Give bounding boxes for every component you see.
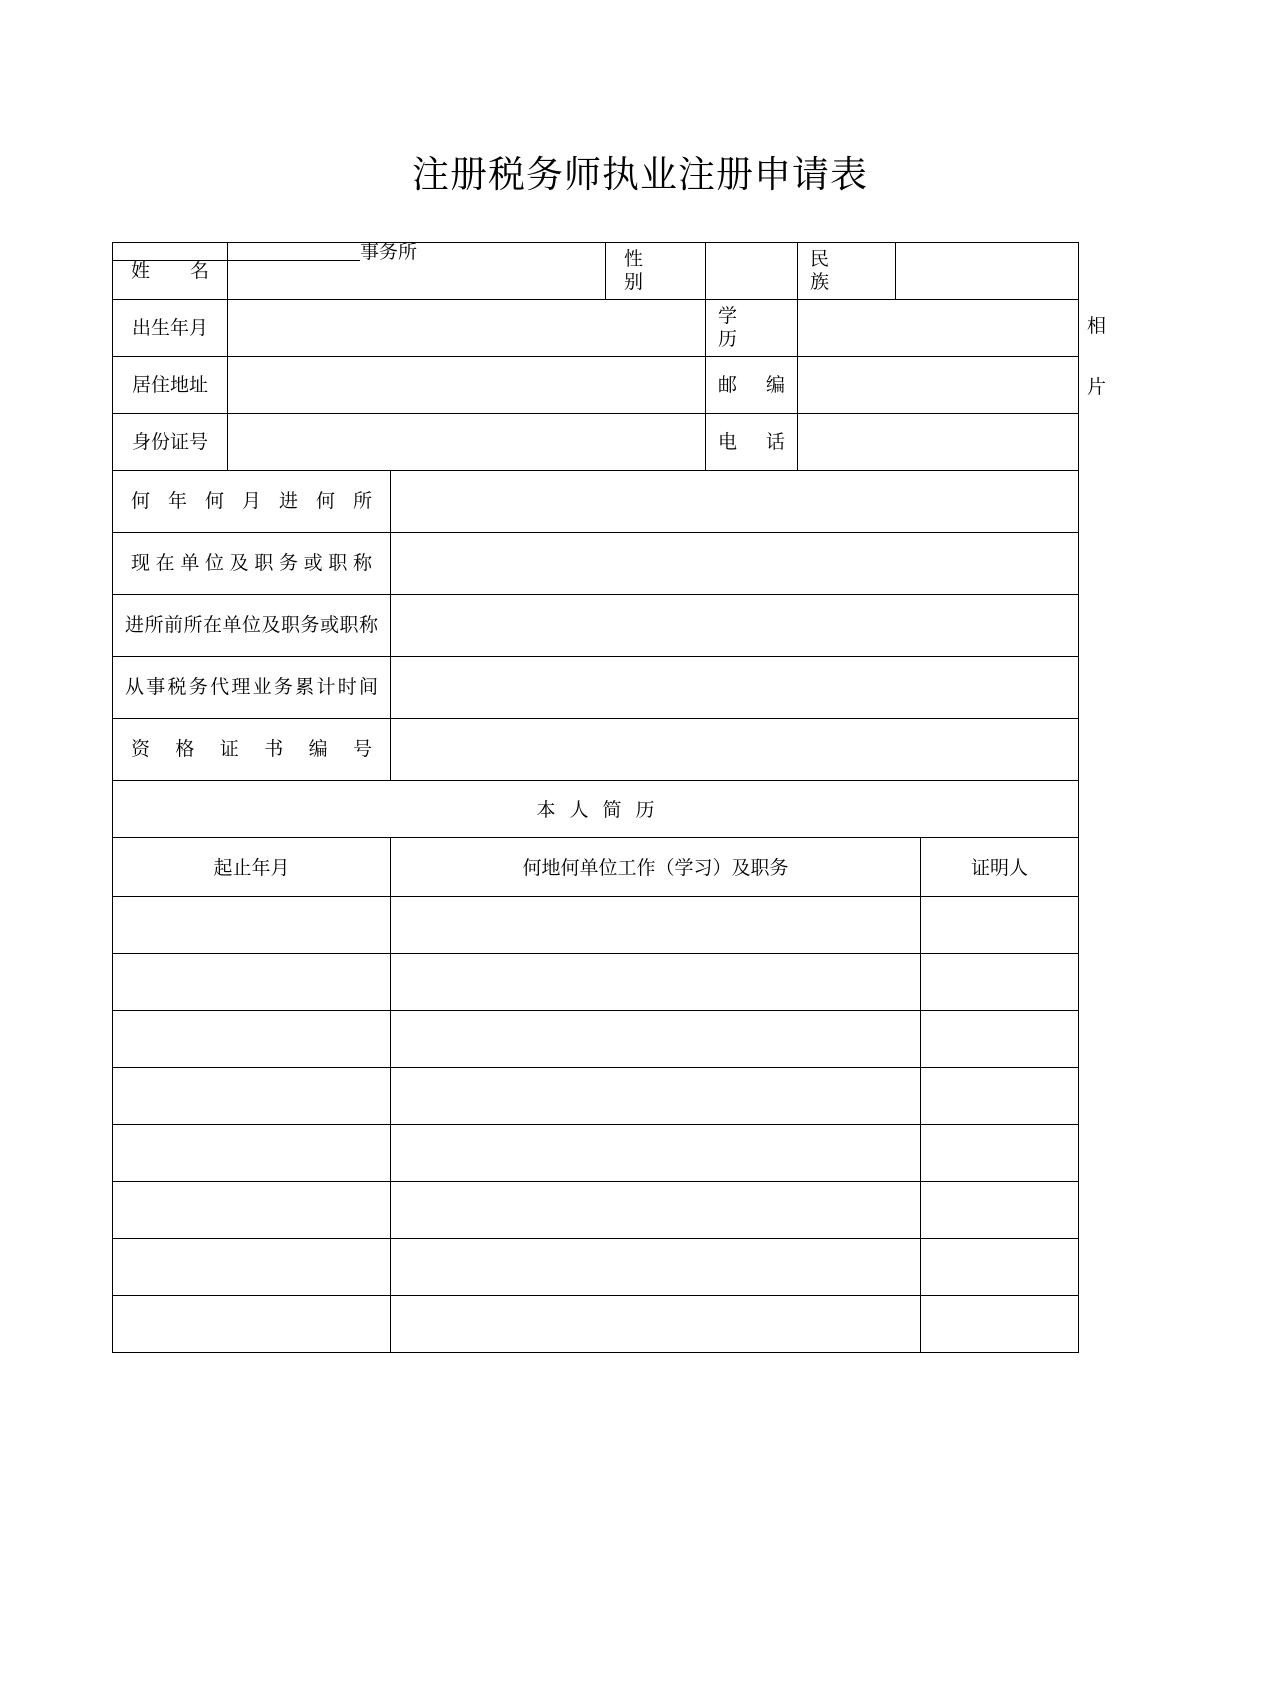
label-id-number xyxy=(113,414,228,471)
resume-cell-period[interactable] xyxy=(113,1238,391,1295)
resume-cell-period[interactable] xyxy=(113,1010,391,1067)
label-previous-position xyxy=(113,594,391,656)
resume-cell-witness[interactable] xyxy=(921,953,1079,1010)
field-gender[interactable] xyxy=(706,243,798,300)
resume-cell-witness[interactable] xyxy=(921,1238,1079,1295)
resume-section-header-row xyxy=(113,780,1079,837)
label-experience-duration-text: 从事税务代理业务累计时间 xyxy=(125,675,378,698)
resume-cell-period[interactable] xyxy=(113,1067,391,1124)
table-row xyxy=(113,357,1079,414)
label-id-number-text: 身份证号 xyxy=(131,430,208,453)
label-phone-text: 电 话 xyxy=(718,430,785,453)
label-postcode xyxy=(706,357,798,414)
resume-cell-period[interactable] xyxy=(113,953,391,1010)
label-previous-position-text: 进所前所在单位及职务或职称 xyxy=(125,613,378,636)
field-birth-date[interactable] xyxy=(228,300,706,357)
label-phone xyxy=(706,414,798,471)
label-join-date xyxy=(113,470,391,532)
table-row xyxy=(113,1124,1079,1181)
field-ethnicity[interactable] xyxy=(896,243,1079,300)
label-certificate-number xyxy=(113,718,391,780)
resume-cell-witness[interactable] xyxy=(921,1010,1079,1067)
table-row xyxy=(113,656,1079,718)
label-education-text: 学 历 xyxy=(718,305,776,351)
label-birth-date-text: 出生年月 xyxy=(131,316,208,339)
resume-cell-work[interactable] xyxy=(391,953,921,1010)
table-row xyxy=(113,532,1079,594)
page-title: 注册税务师执业注册申请表 xyxy=(412,153,868,196)
resume-col-work: 何地何单位工作（学习）及职务 xyxy=(391,837,921,896)
field-current-position[interactable] xyxy=(391,532,1079,594)
table-row xyxy=(113,718,1079,780)
field-education[interactable] xyxy=(798,300,1079,357)
firm-suffix-label: 事务所 xyxy=(360,241,418,264)
resume-cell-work[interactable] xyxy=(391,1124,921,1181)
resume-cell-work[interactable] xyxy=(391,1295,921,1352)
resume-cell-witness[interactable] xyxy=(921,1181,1079,1238)
resume-cell-period[interactable] xyxy=(113,896,391,953)
resume-section-title: 本人简历 xyxy=(113,780,1079,837)
resume-cell-period[interactable] xyxy=(113,1181,391,1238)
resume-column-header-row xyxy=(113,837,1079,896)
resume-cell-witness[interactable] xyxy=(921,896,1079,953)
resume-cell-witness[interactable] xyxy=(921,1295,1079,1352)
resume-cell-work[interactable] xyxy=(391,1181,921,1238)
label-gender xyxy=(606,243,706,300)
table-row: 姓 名 性 别 民 族 相 片 xyxy=(113,243,1079,300)
table-row xyxy=(113,1067,1079,1124)
resume-col-witness: 证明人 xyxy=(921,837,1079,896)
resume-cell-witness[interactable] xyxy=(921,1124,1079,1181)
label-name-text: 姓 名 xyxy=(131,259,209,282)
field-address[interactable] xyxy=(228,357,706,414)
label-current-position-text: 现在单位及职务或职称 xyxy=(131,551,372,574)
table-row xyxy=(113,1238,1079,1295)
resume-cell-work[interactable] xyxy=(391,1010,921,1067)
table-row xyxy=(113,1181,1079,1238)
field-id-number[interactable] xyxy=(228,414,706,471)
label-gender-text: 性 别 xyxy=(624,248,682,294)
field-phone[interactable] xyxy=(798,414,1079,471)
resume-cell-work[interactable] xyxy=(391,1067,921,1124)
table-row xyxy=(113,300,1079,357)
label-current-position xyxy=(113,532,391,594)
employment-detail-table xyxy=(112,470,1079,1353)
field-join-date[interactable] xyxy=(391,470,1079,532)
table-row xyxy=(113,953,1079,1010)
field-postcode[interactable] xyxy=(798,357,1079,414)
resume-cell-period[interactable] xyxy=(113,1124,391,1181)
label-ethnicity-text: 民 族 xyxy=(810,248,868,294)
firm-name-line xyxy=(0,198,1280,264)
label-education xyxy=(706,300,798,357)
label-join-date-text: 何年何月进何所 xyxy=(131,489,372,512)
personal-info-table xyxy=(112,242,1107,471)
label-certificate-number-text: 资格证书编号 xyxy=(131,737,372,760)
resume-cell-work[interactable] xyxy=(391,896,921,953)
label-birth-date xyxy=(113,300,228,357)
table-row xyxy=(113,1295,1079,1352)
label-experience-duration xyxy=(113,656,391,718)
field-previous-position[interactable] xyxy=(391,594,1079,656)
table-row xyxy=(113,1010,1079,1067)
label-postcode-text: 邮 编 xyxy=(718,373,785,396)
label-address-text: 居住地址 xyxy=(131,373,208,396)
table-row xyxy=(113,470,1079,532)
field-experience-duration[interactable] xyxy=(391,656,1079,718)
resume-cell-work[interactable] xyxy=(391,1238,921,1295)
resume-cell-period[interactable] xyxy=(113,1295,391,1352)
table-row xyxy=(113,896,1079,953)
resume-col-period: 起止年月 xyxy=(113,837,391,896)
table-row xyxy=(113,594,1079,656)
resume-cell-witness[interactable] xyxy=(921,1067,1079,1124)
label-ethnicity xyxy=(798,243,896,300)
table-row xyxy=(113,414,1079,471)
field-certificate-number[interactable] xyxy=(391,718,1079,780)
label-address xyxy=(113,357,228,414)
firm-name-blank-field[interactable] xyxy=(112,242,360,261)
